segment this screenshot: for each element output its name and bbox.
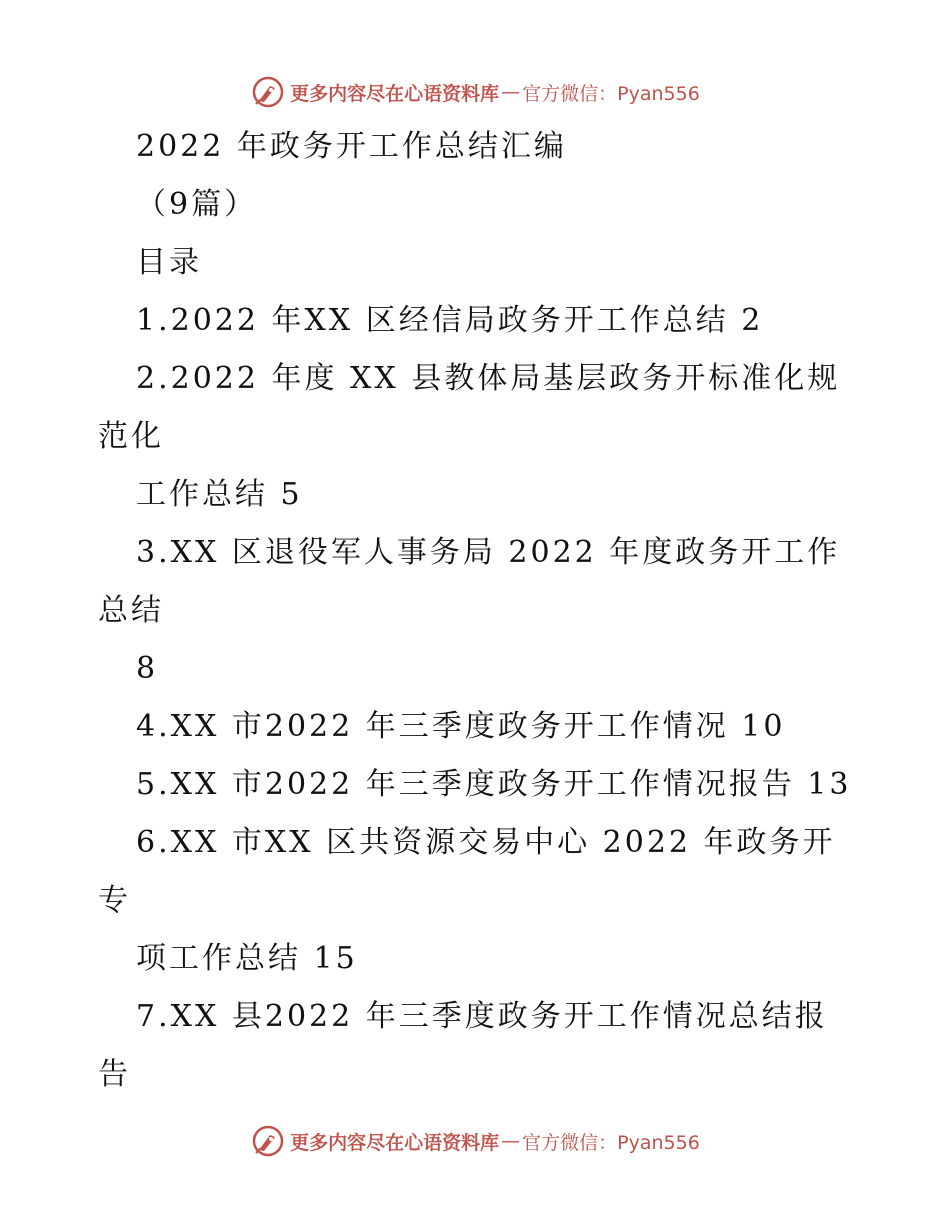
watermark-wechat: 官方微信：Pyan556 [522,1131,700,1154]
document-line: 5.XX 市2022 年三季度政务开工作情况报告 13 [136,767,852,802]
watermark-banner-top [0,72,950,112]
watermark-wechat: 官方微信：Pyan556 [522,82,700,105]
pen-nib-logo-icon [250,74,286,110]
document-line: 总结 [98,593,164,628]
document-line: 专 [98,883,131,918]
watermark-dash: — [501,81,521,103]
watermark-dash: — [501,1130,521,1152]
document-line: 告 [98,1057,131,1092]
document-line: 2.2022 年度 XX 县教体局基层政务开标准化规 [136,361,841,396]
document-line: 1.2022 年XX 区经信局政务开工作总结 2 [136,303,764,338]
pen-nib-logo-icon [250,1123,286,1159]
document-line: 项工作总结 15 [136,941,358,976]
watermark-banner-bottom [0,1121,950,1161]
document-line: （9篇） [136,187,258,222]
document-line: 7.XX 县2022 年三季度政务开工作情况总结报 [136,999,828,1034]
document-line: 4.XX 市2022 年三季度政务开工作情况 10 [136,709,786,744]
document-line: 6.XX 市XX 区共资源交易中心 2022 年政务开 [136,825,836,860]
document-line: 工作总结 5 [136,477,303,512]
watermark-text: 更多内容尽在心语资料库 [290,1131,500,1154]
document-line: 目录 [136,245,202,280]
document-line: 8 [136,651,159,686]
document-line: 范化 [98,419,164,454]
document-line: 2022 年政务开工作总结汇编 [136,129,567,164]
document-line: 3.XX 区退役军人事务局 2022 年度政务开工作 [136,535,841,570]
document-body [98,118,858,1104]
watermark-text: 更多内容尽在心语资料库 [290,82,500,105]
